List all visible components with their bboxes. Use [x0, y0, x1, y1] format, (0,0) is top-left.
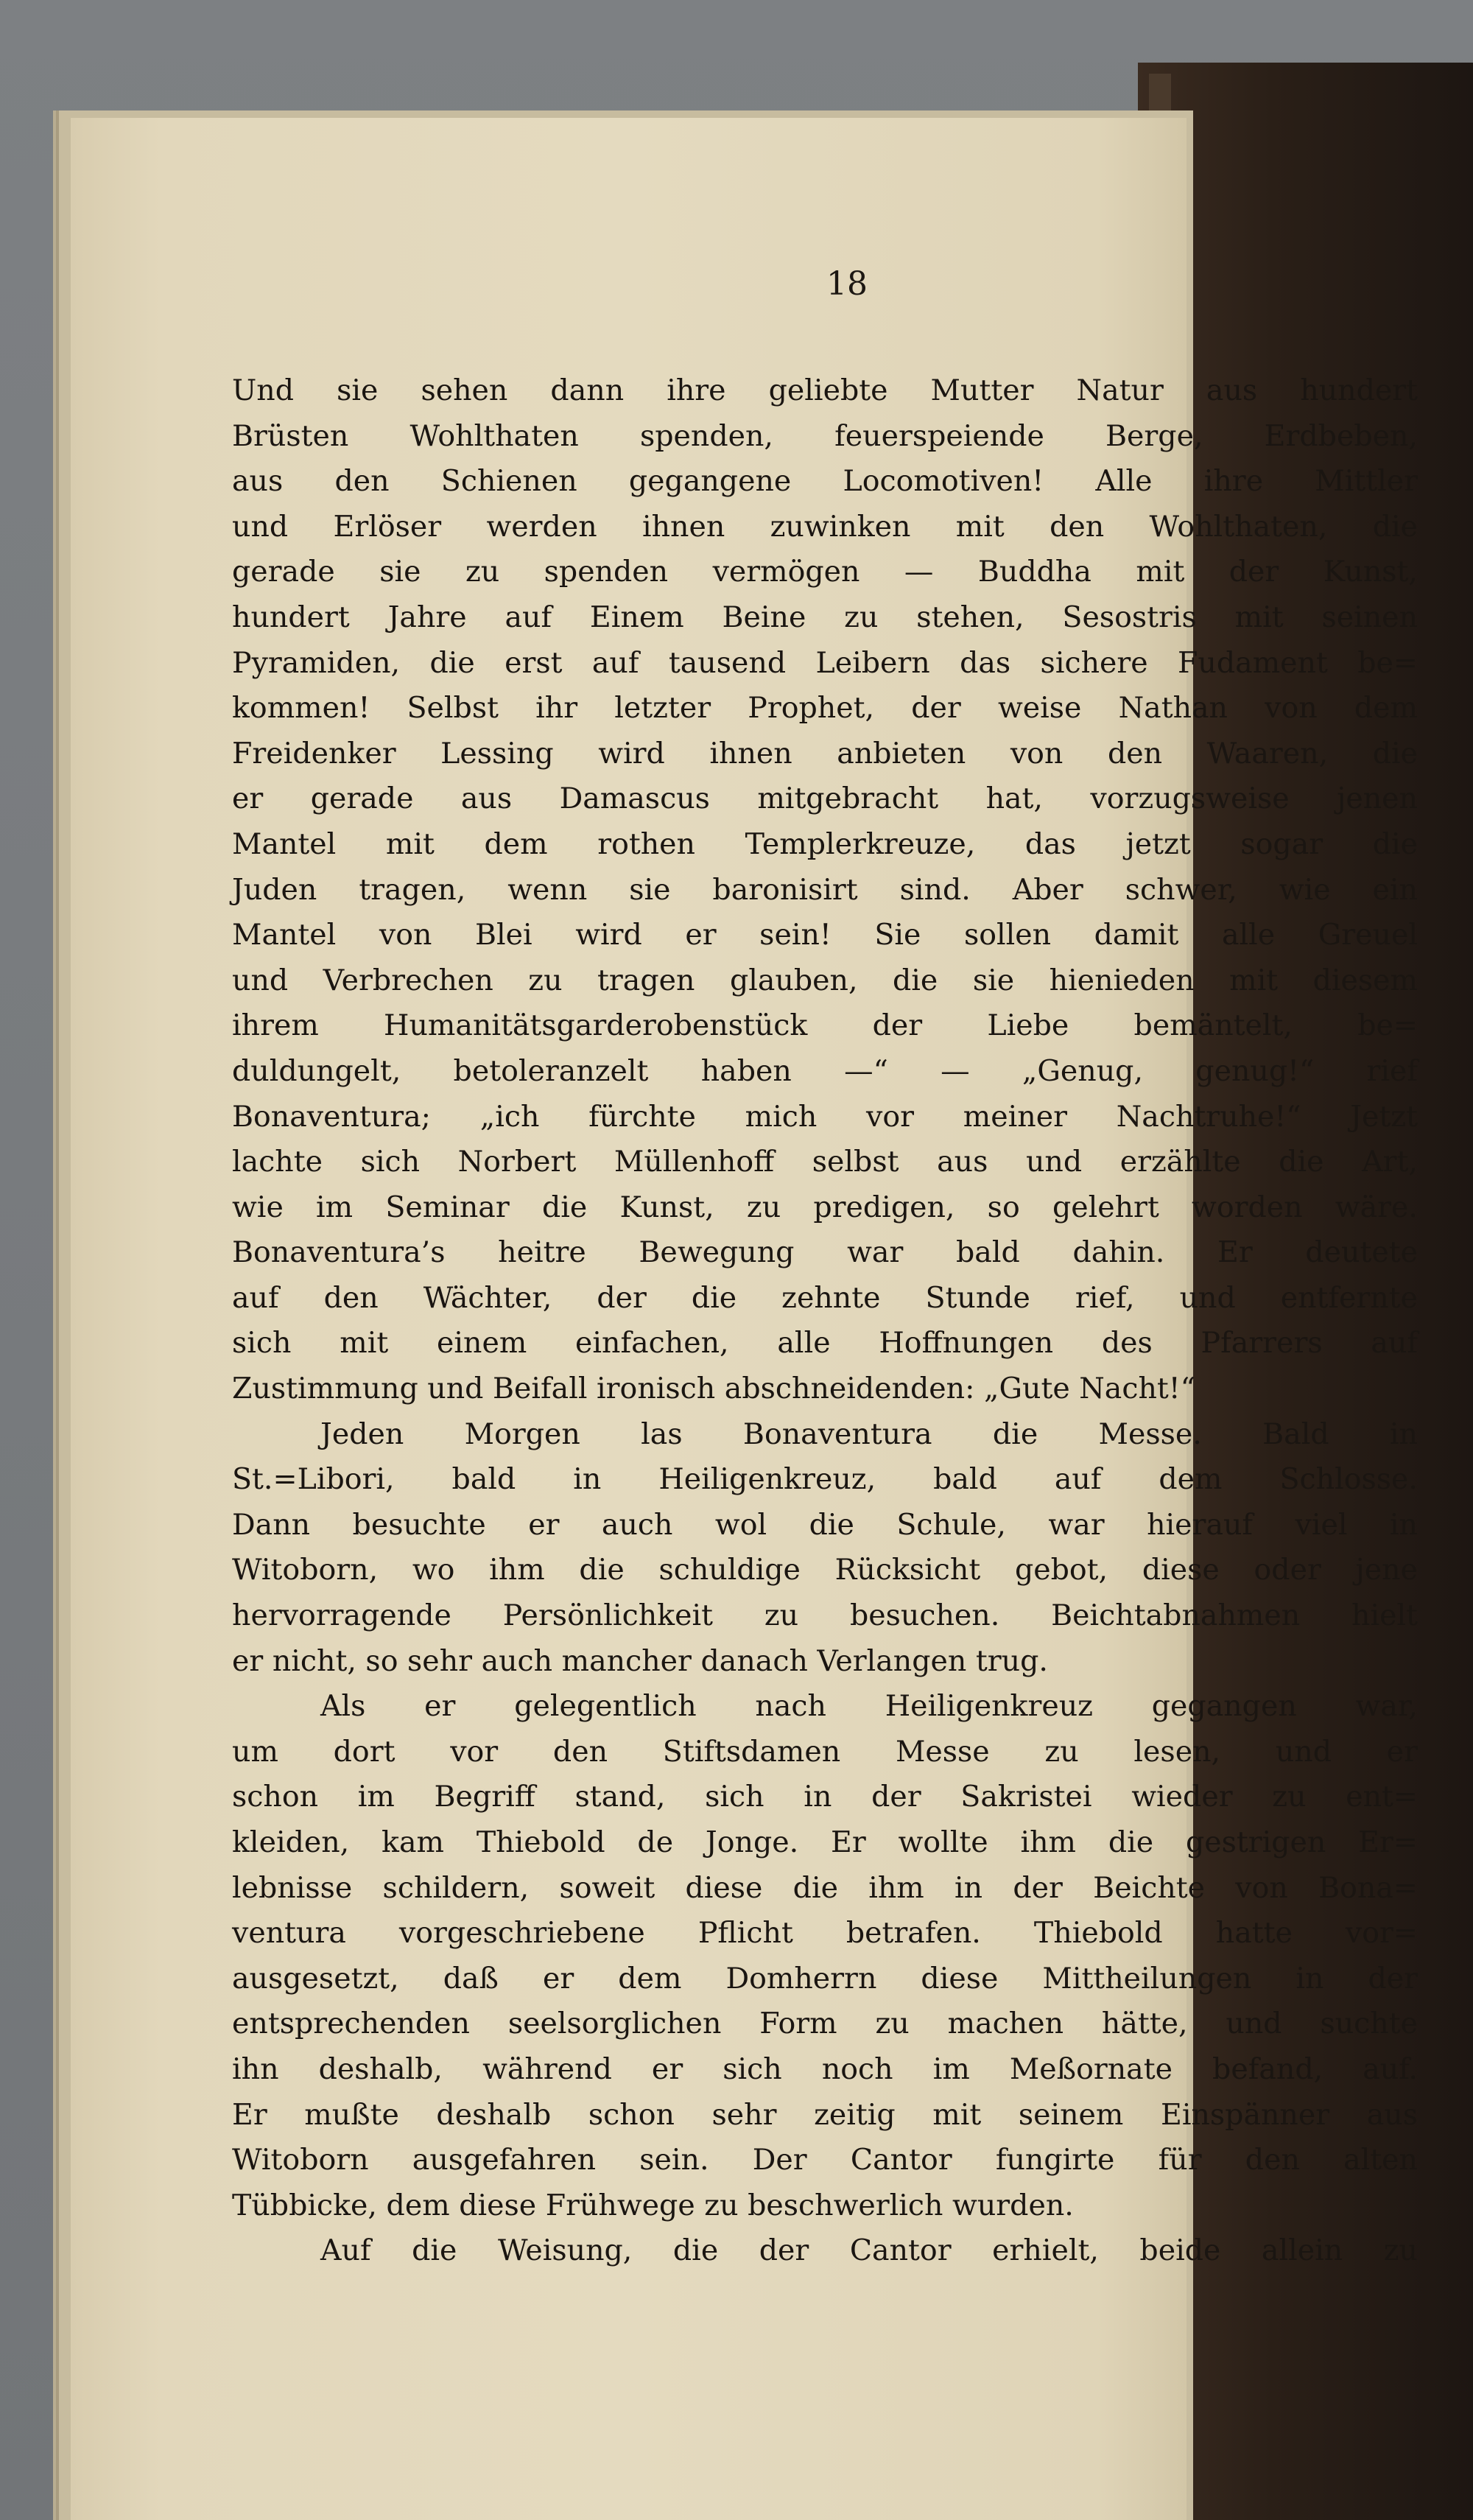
text-line: lachte sich Norbert Müllenhoff selbst aus und erzählte die Art, [232, 1145, 1418, 1179]
text-line: er nicht, so sehr auch mancher danach Verlangen trug. [232, 1643, 1048, 1678]
text-line: St.=Libori, bald in Heiligenkreuz, bald auf dem Schlosse. [232, 1462, 1418, 1497]
text-line: duldungelt, betoleranzelt haben —“ — „Genug, genug!“ rief [232, 1053, 1418, 1088]
text-line: Und sie sehen dann ihre geliebte Mutter Natur aus hundert [232, 373, 1418, 407]
text-line: Mantel von Blei wird er sein! Sie sollen damit alle Greuel [232, 918, 1418, 952]
text-line: entsprechenden seelsorglichen Form zu machen hätte, und suchte [232, 2007, 1418, 2041]
text-line: schon im Begriff stand, sich in der Sakristei wieder zu ent= [232, 1780, 1418, 1814]
text-line: gerade sie zu spenden vermögen — Buddha mit der Kunst, [232, 555, 1418, 589]
text-line: Er mußte deshalb schon sehr zeitig mit seinem Einspänner aus [232, 2097, 1418, 2132]
text-line: Bonaventura; „ich fürchte mich vor meiner Nachtruhe!“ Jetzt [232, 1099, 1418, 1134]
text-line: kommen! Selbst ihr letzter Prophet, der weise Nathan von dem [232, 691, 1418, 726]
text-line: Bonaventura’s heitre Bewegung war bald dahin. Er deutete [232, 1235, 1418, 1270]
text-line: lebnisse schildern, soweit diese die ihm in der Beichte von Bona= [232, 1870, 1418, 1905]
text-line: hervorragende Persönlichkeit zu besuchen. Beichtabnahmen hielt [232, 1598, 1418, 1633]
text-line: Juden tragen, wenn sie baronisirt sind. Aber schwer, wie ein [232, 872, 1418, 907]
text-line: Brüsten Wohlthaten spenden, feuerspeiende Berge, Erdbeben, [232, 418, 1418, 453]
body-text [232, 368, 1418, 2274]
text-line: Mantel mit dem rothen Templerkreuze, das jetzt sogar die [232, 826, 1418, 861]
text-line: hundert Jahre auf Einem Beine zu stehen, Sesostris mit seinen [232, 600, 1418, 634]
text-line: ihn deshalb, während er sich noch im Meßornate befand, auf. [232, 2052, 1418, 2086]
text-line: aus den Schienen gegangene Locomotiven! Alle ihre Mittler [232, 464, 1418, 499]
text-line: und Verbrechen zu tragen glauben, die sie hienieden mit diesem [232, 963, 1418, 997]
text-line: wie im Seminar die Kunst, zu predigen, so gelehrt worden wäre. [232, 1190, 1418, 1224]
text-line: Witoborn ausgefahren sein. Der Cantor fungirte für den alten [232, 2143, 1418, 2177]
text-line: er gerade aus Damascus mitgebracht hat, vorzugsweise jenen [232, 782, 1418, 816]
text-line: ausgesetzt, daß er dem Domherrn diese Mittheilungen in der [232, 1961, 1418, 1996]
page-number: 18 [826, 265, 868, 303]
text-line: Zustimmung und Beifall ironisch abschneidenden: „Gute Nacht!“ [232, 1372, 1195, 1406]
text-line: Auf die Weisung, die der Cantor erhielt, beide allein zu [320, 2233, 1418, 2268]
text-line: ihrem Humanitätsgarderobenstück der Liebe bemäntelt, be= [232, 1008, 1418, 1043]
text-line: um dort vor den Stiftsdamen Messe zu lesen, und er [232, 1734, 1418, 1769]
text-line: Dann besuchte er auch wol die Schule, war hierauf viel in [232, 1507, 1418, 1542]
text-line: Jeden Morgen las Bonaventura die Messe. Bald in [320, 1417, 1418, 1451]
text-line: Als er gelegentlich nach Heiligenkreuz gegangen war, [320, 1689, 1418, 1724]
text-line: Tübbicke, dem diese Frühwege zu beschwerlich wurden. [232, 2188, 1074, 2222]
text-line: kleiden, kam Thiebold de Jonge. Er wollte ihm die gestrigen Er= [232, 1825, 1418, 1859]
text-line: und Erlöser werden ihnen zuwinken mit den Wohlthaten, die [232, 509, 1418, 544]
text-line: Freidenker Lessing wird ihnen anbieten von den Waaren, die [232, 736, 1418, 771]
text-line: ventura vorgeschriebene Pflicht betrafen. Thiebold hatte vor= [232, 1916, 1418, 1951]
text-line: sich mit einem einfachen, alle Hoffnungen des Pfarrers auf [232, 1326, 1418, 1361]
text-line: Witoborn, wo ihm die schuldige Rücksicht gebot, diese oder jene [232, 1553, 1418, 1587]
text-line: Pyramiden, die erst auf tausend Leibern das sichere Fudament be= [232, 645, 1418, 680]
text-line: auf den Wächter, der die zehnte Stunde rief, und entfernte [232, 1280, 1418, 1315]
